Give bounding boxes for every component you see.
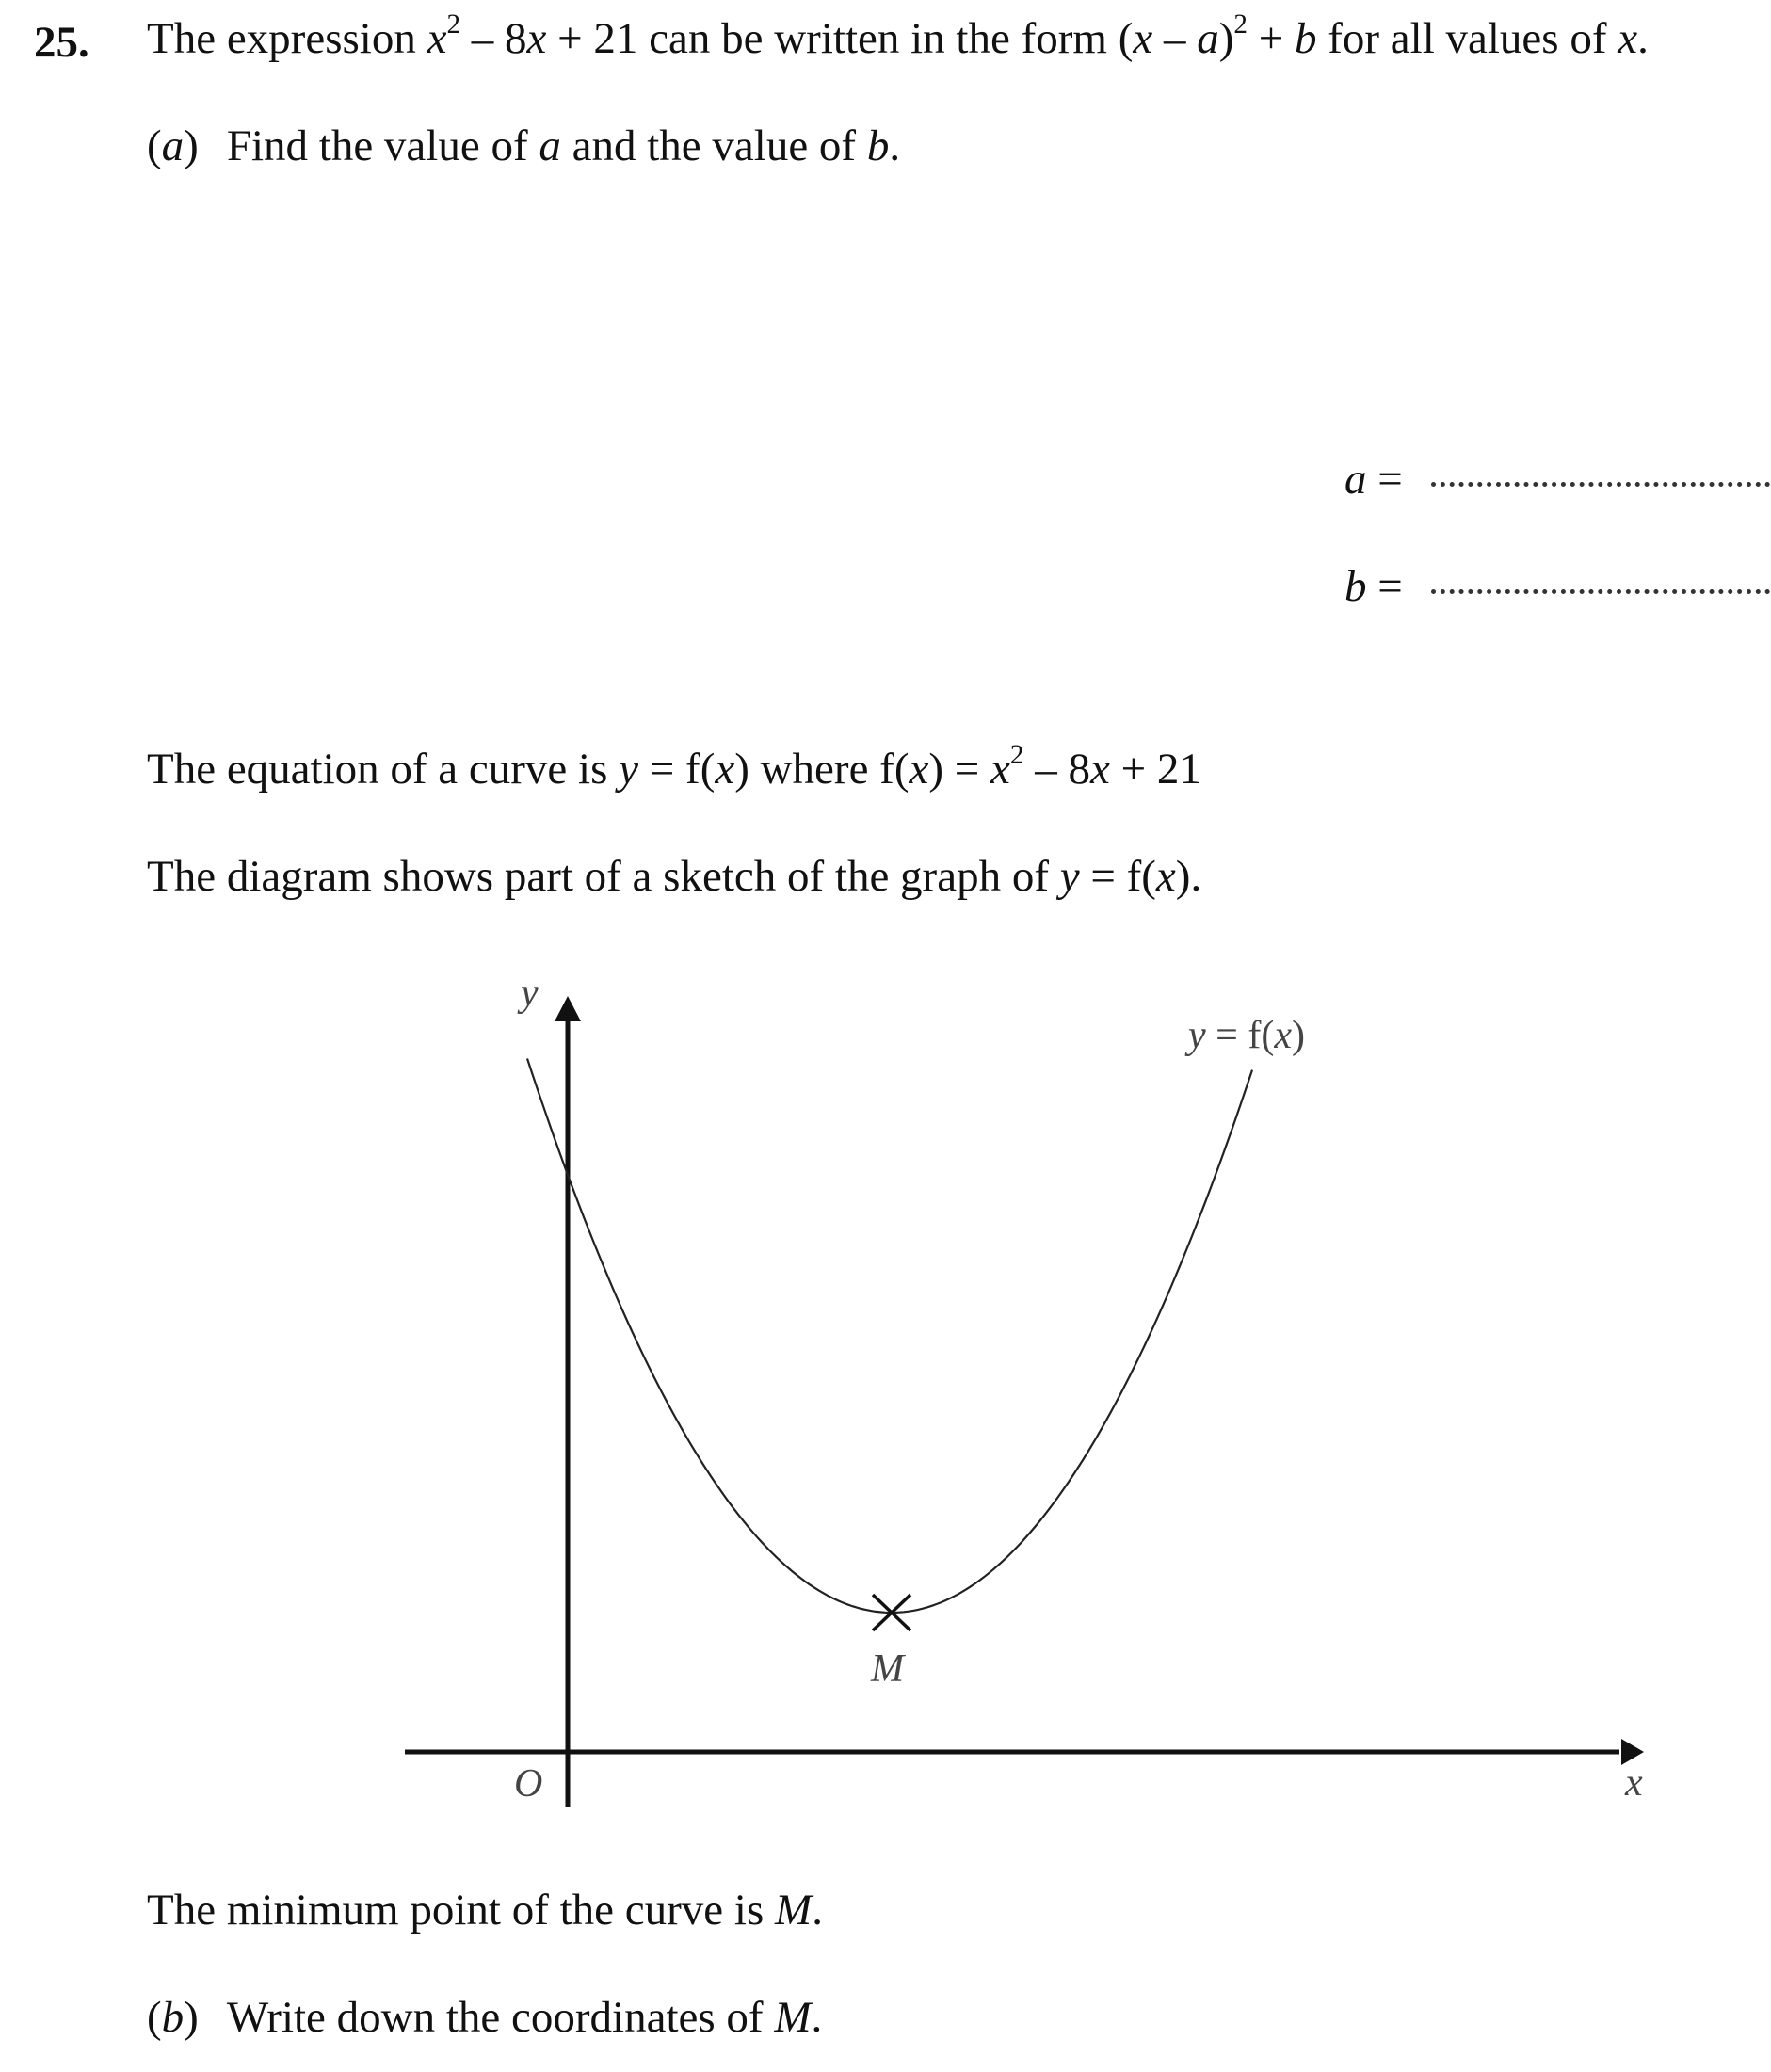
origin-label: O xyxy=(514,1762,543,1806)
curve-equation-statement: The equation of a curve is y = f(x) where $f(x) = x^2 - 8x + 21$ xyxy=(147,740,1201,794)
y-axis-arrowhead xyxy=(555,996,581,1021)
x-axis-label: x xyxy=(1625,1761,1643,1805)
question-number: 25. xyxy=(34,18,89,67)
minimum-statement: The minimum point of the curve is M. xyxy=(147,1886,823,1935)
parabola-curve xyxy=(527,1059,1252,1614)
diagram-statement: The diagram shows part of a sketch of the graph of y = f(x). xyxy=(147,852,1202,901)
answer-b-label: b = xyxy=(1344,562,1403,611)
curve-label: y = f(x) xyxy=(1188,1014,1305,1057)
answer-a-label: a = xyxy=(1344,455,1403,504)
part-b-question: (b) Write down the coordinates of M. xyxy=(147,1993,823,2042)
y-axis-label: y xyxy=(521,972,539,1015)
part-a-question: (a) Find the value of a and the value of b. xyxy=(147,121,901,170)
point-m-label: M xyxy=(871,1647,904,1691)
question-intro: The expression $x^2 - 8x + 21$ can be written in the form (x – a)$^2$ + b for all values of x. xyxy=(147,9,1649,63)
